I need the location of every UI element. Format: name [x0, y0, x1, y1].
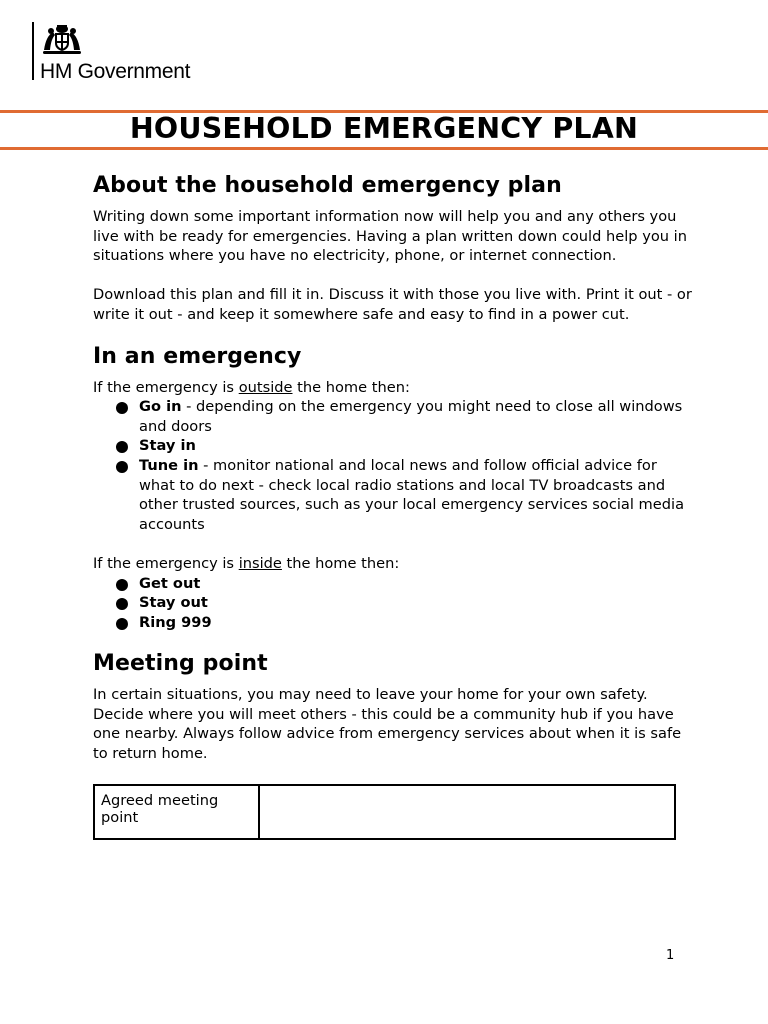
meeting-paragraph: In certain situations, you may need to leave your home for your own safety. Decide where you will meet others - this could be a community hub if you have one nearby. Always follow advice from emergency services about when it is safe to return home.: [93, 686, 682, 763]
bullet-icon: [116, 402, 128, 414]
list-item: Stay in: [93, 436, 693, 456]
about-heading: About the household emergency plan: [93, 173, 562, 198]
logo-divider: [32, 22, 34, 80]
bullet-icon: [116, 461, 128, 473]
list-item: Stay out: [93, 593, 693, 613]
page-number: 1: [666, 948, 675, 963]
document-body: [93, 170, 693, 840]
bullet-icon: [116, 579, 128, 591]
logo-org-name: HM Government: [40, 60, 191, 83]
bullet-icon: [116, 618, 128, 630]
meeting-point-table: [93, 784, 676, 840]
bullet-icon: [116, 441, 128, 453]
list-item: Ring 999: [93, 613, 693, 633]
title-rule-bottom: [0, 147, 768, 150]
royal-coat-of-arms-icon: [40, 22, 84, 56]
meeting-point-label: Agreed meeting point: [94, 785, 259, 839]
about-paragraph-1: Writing down some important information now will help you and any others you live with be ready for emergencies. Having a plan written down could help you in situations where you have no electricity, phone, or internet connection.: [93, 208, 687, 265]
list-item: Get out: [93, 574, 693, 594]
outside-list: [93, 397, 693, 534]
inside-list: [93, 574, 693, 633]
list-item: Go in - depending on the emergency you might need to close all windows and doors: [93, 397, 693, 436]
page-title: HOUSEHOLD EMERGENCY PLAN: [129, 112, 639, 145]
table-row: [94, 785, 675, 839]
list-item: Tune in - monitor national and local news and follow official advice for what to do next - check local radio stations and local TV broadcasts and other trusted sources, such as your local emergency services social media accounts: [93, 456, 693, 534]
inside-intro: If the emergency is inside the home then:: [93, 554, 400, 572]
emergency-heading: In an emergency: [93, 343, 302, 369]
outside-intro: If the emergency is outside the home then:: [93, 378, 410, 396]
meeting-heading: Meeting point: [93, 651, 268, 677]
about-paragraph-2: Download this plan and fill it in. Discuss it with those you live with. Print it out - or write it out - and keep it somewhere safe and easy to find in a power cut.: [93, 286, 692, 323]
meeting-point-field[interactable]: [259, 785, 675, 839]
bullet-icon: [116, 598, 128, 610]
